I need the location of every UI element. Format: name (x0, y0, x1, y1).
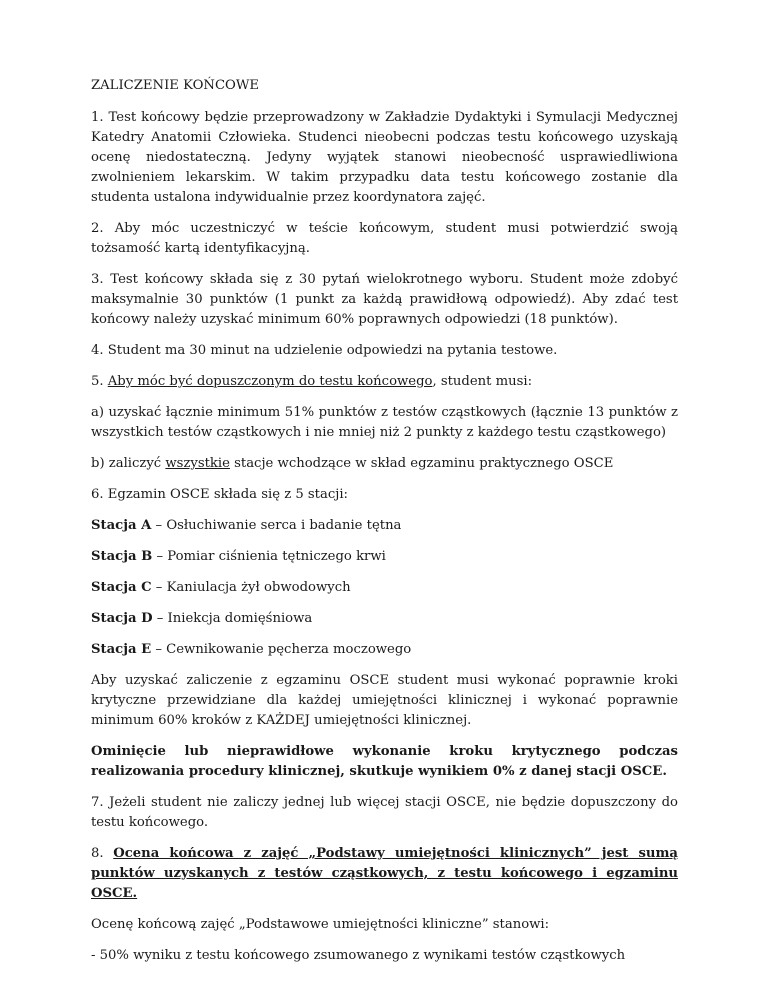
station-text: – Pomiar ciśnienia tętniczego krwi (152, 549, 386, 564)
station-item (91, 516, 678, 536)
station-item (91, 609, 678, 629)
document-page (91, 76, 678, 977)
paragraph-5 (91, 372, 678, 392)
paragraph-5a: a) uzyskać łącznie minimum 51% punktów z testów cząstkowych (łącznie 13 punktów z wszystkich testów cząstkowych i nie mniej niż 2 punkty z każdego testu cząstkowego) (91, 405, 678, 440)
station-item (91, 578, 678, 598)
paragraph-5b-suffix: stacje wchodzące w skład egzaminu praktycznego OSCE (229, 456, 614, 471)
paragraph-5b-underlined: wszystkie (165, 456, 230, 471)
osce-warning-text: Ominięcie lub nieprawidłowe wykonanie kroku krytycznego podczas realizowania procedury klinicznej, skutkuje wynikiem 0% z danej stacji OSCE. (91, 744, 678, 779)
station-text: – Osłuchiwanie serca i badanie tętna (151, 518, 402, 533)
paragraph-1: 1. Test końcowy będzie przeprowadzony w Zakładzie Dydaktyki i Symulacji Medycznej Katedry Anatomii Człowieka. Studenci nieobecni podczas testu końcowego uzyskają ocenę niedostateczną. Jedyny wyjątek stanowi nieobecność usprawiedliwiona zwolnieniem lekarskim. W takim przypadku data testu końcowego zostanie dla studenta ustalona indywidualnie przez koordynatora zajęć. (91, 110, 678, 205)
final-grade-intro: Ocenę końcową zajęć „Podstawowe umiejętności kliniczne” stanowi: (91, 917, 550, 932)
station-item (91, 640, 678, 660)
paragraph-5b (91, 454, 678, 474)
paragraph-2: 2. Aby móc uczestniczyć w teście końcowym, student musi potwierdzić swoją tożsamość kartą identyfikacyjną. (91, 221, 678, 256)
paragraph-4: 4. Student ma 30 minut na udzielenie odpowiedzi na pytania testowe. (91, 343, 558, 358)
paragraph-8-emphasis: Ocena końcowa z zajęć „Podstawy umiejętności klinicznych” jest sumą punktów uzyskanych z testów cząstkowych, z testu końcowego i egzaminu OSCE. (91, 846, 678, 901)
paragraph-5-prefix: 5. (91, 374, 108, 389)
station-text: – Cewnikowanie pęcherza moczowego (151, 642, 412, 657)
station-label: Stacja B (91, 549, 153, 564)
document-title: ZALICZENIE KOŃCOWE (91, 78, 260, 93)
station-item (91, 547, 678, 567)
paragraph-5-underlined: Aby móc być dopuszczonym do testu końcowego (107, 374, 433, 389)
station-text: – Kaniulacja żył obwodowych (151, 580, 351, 595)
station-text: – Iniekcja domięśniowa (152, 611, 313, 626)
final-grade-item: - 50% wyniku z testu końcowego zsumowanego z wynikami testów cząstkowych (91, 948, 626, 963)
station-label: Stacja D (91, 611, 153, 626)
paragraph-5b-prefix: b) zaliczyć (91, 456, 166, 471)
station-label: Stacja C (91, 580, 152, 595)
paragraph-7: 7. Jeżeli student nie zaliczy jednej lub więcej stacji OSCE, nie będzie dopuszczony do testu końcowego. (91, 795, 678, 830)
station-label: Stacja E (91, 642, 152, 657)
paragraph-3: 3. Test końcowy składa się z 30 pytań wielokrotnego wyboru. Student może zdobyć maksymalnie 30 punktów (1 punkt za każdą prawidłową odpowiedź). Aby zdać test końcowy należy uzyskać minimum 60% poprawnych odpowiedzi (18 punktów). (91, 272, 678, 327)
paragraph-8 (91, 844, 678, 904)
osce-warning (91, 742, 678, 782)
paragraph-8-prefix: 8. (91, 846, 114, 861)
paragraph-6: 6. Egzamin OSCE składa się z 5 stacji: (91, 487, 348, 502)
station-label: Stacja A (91, 518, 152, 533)
paragraph-5-suffix: , student musi: (432, 374, 533, 389)
osce-requirements: Aby uzyskać zaliczenie z egzaminu OSCE student musi wykonać poprawnie kroki krytyczne przewidziane dla każdej umiejętności klinicznej i wykonać poprawnie minimum 60% kroków z KAŻDEJ umiejętności klinicznej. (91, 673, 678, 728)
